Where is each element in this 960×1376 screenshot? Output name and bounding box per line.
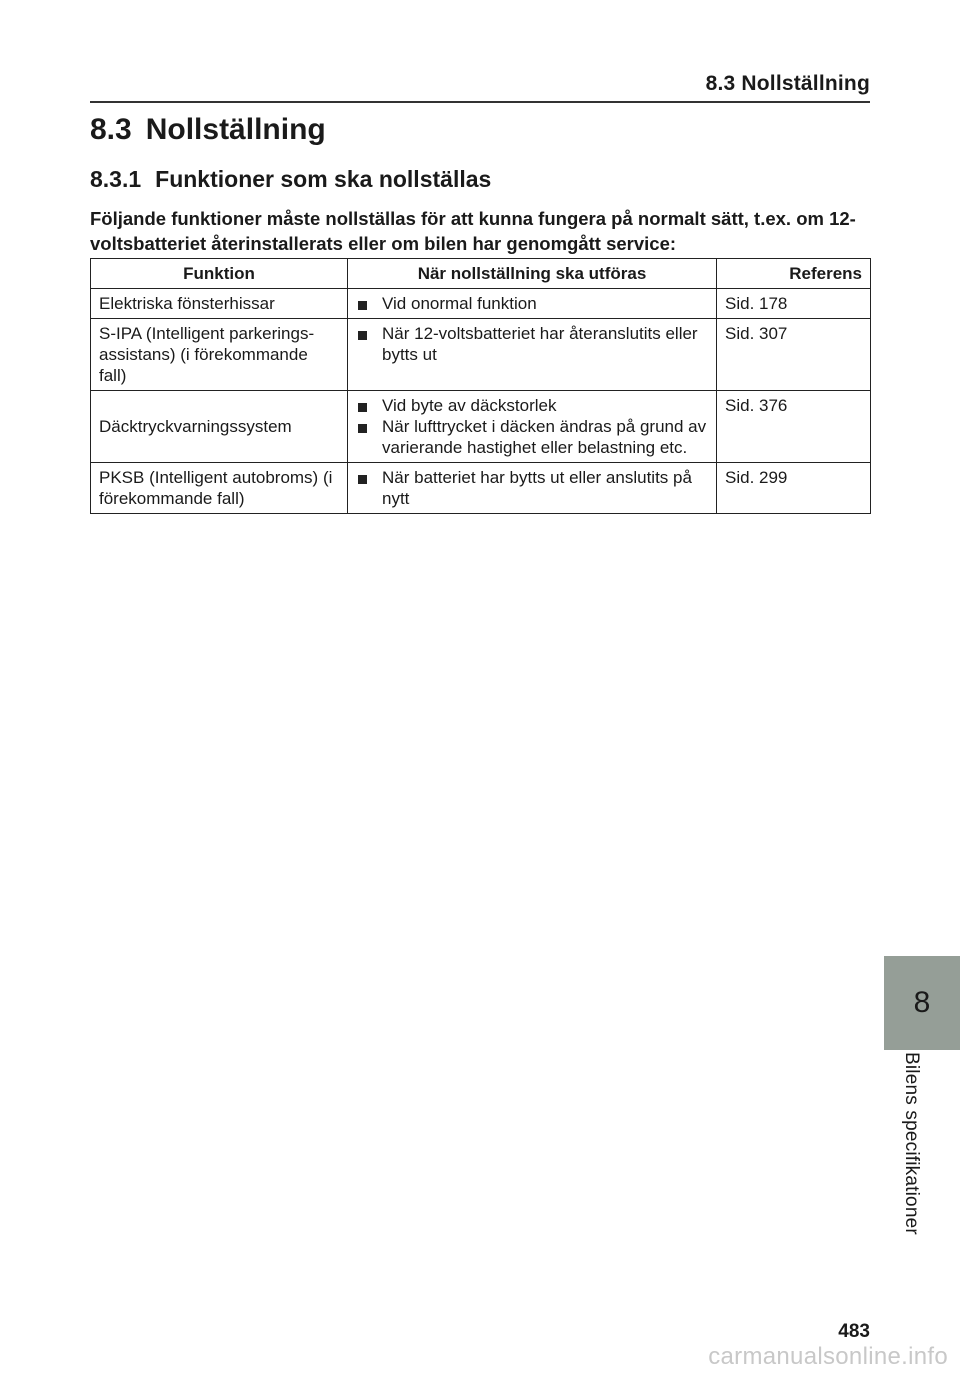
intro-paragraph: Följande funktioner måste nollställas för att kunna fungera på normalt sätt, t.ex. om 12-voltsbatteriet återinstallerats eller om bilen har genomgått service: xyxy=(90,208,856,254)
running-header-title: 8.3 Nollställning xyxy=(705,72,870,95)
header-divider xyxy=(90,101,870,103)
chapter-tab[interactable] xyxy=(884,956,960,1050)
cell-reference: Sid. 376 xyxy=(717,391,871,463)
page-number: 483 xyxy=(838,1321,870,1342)
subsection-number: 8.3.1 xyxy=(90,166,142,192)
subsection-heading xyxy=(90,166,491,193)
when-list xyxy=(356,395,708,458)
table-row xyxy=(91,391,871,463)
table-row xyxy=(91,463,871,514)
cell-reference: Sid. 299 xyxy=(717,463,871,514)
watermark: carmanualsonline.info xyxy=(708,1343,948,1370)
when-list xyxy=(356,293,708,314)
header-reference: Referens xyxy=(717,259,871,289)
chapter-number: 8 xyxy=(913,986,931,1019)
section-heading xyxy=(90,113,326,147)
when-list xyxy=(356,323,708,365)
list-item: Vid onormal funktion xyxy=(356,293,708,314)
cell-when xyxy=(348,463,717,514)
reset-functions-table xyxy=(90,258,871,514)
cell-when xyxy=(348,391,717,463)
cell-function: S-IPA (Intelligent parkerings-assistans) (i förekommande fall) xyxy=(91,319,348,391)
list-item: När batteriet har bytts ut eller anslutits på nytt xyxy=(356,467,708,509)
section-number: 8.3 xyxy=(90,113,132,146)
cell-when xyxy=(348,319,717,391)
cell-function: Elektriska fönsterhissar xyxy=(91,289,348,319)
cell-when xyxy=(348,289,717,319)
chapter-title: Bilens specifikationer xyxy=(901,1052,922,1235)
list-item: Vid byte av däckstorlek xyxy=(356,395,708,416)
cell-function: PKSB (Intelligent autobroms) (i förekommande fall) xyxy=(91,463,348,514)
table-header-row xyxy=(91,259,871,289)
cell-reference: Sid. 307 xyxy=(717,319,871,391)
list-item: När lufttrycket i däcken ändras på grund av varierande hastighet eller belastning etc. xyxy=(356,416,708,458)
header-function: Funktion xyxy=(91,259,348,289)
table-row xyxy=(91,289,871,319)
subsection-title: Funktioner som ska nollställas xyxy=(155,166,492,192)
section-title: Nollställning xyxy=(145,113,326,146)
header-when: När nollställning ska utföras xyxy=(348,259,717,289)
table-row xyxy=(91,319,871,391)
cell-reference: Sid. 178 xyxy=(717,289,871,319)
cell-function: Däcktryckvarningssystem xyxy=(91,391,348,463)
list-item: När 12-voltsbatteriet har återanslutits eller bytts ut xyxy=(356,323,708,365)
when-list xyxy=(356,467,708,509)
